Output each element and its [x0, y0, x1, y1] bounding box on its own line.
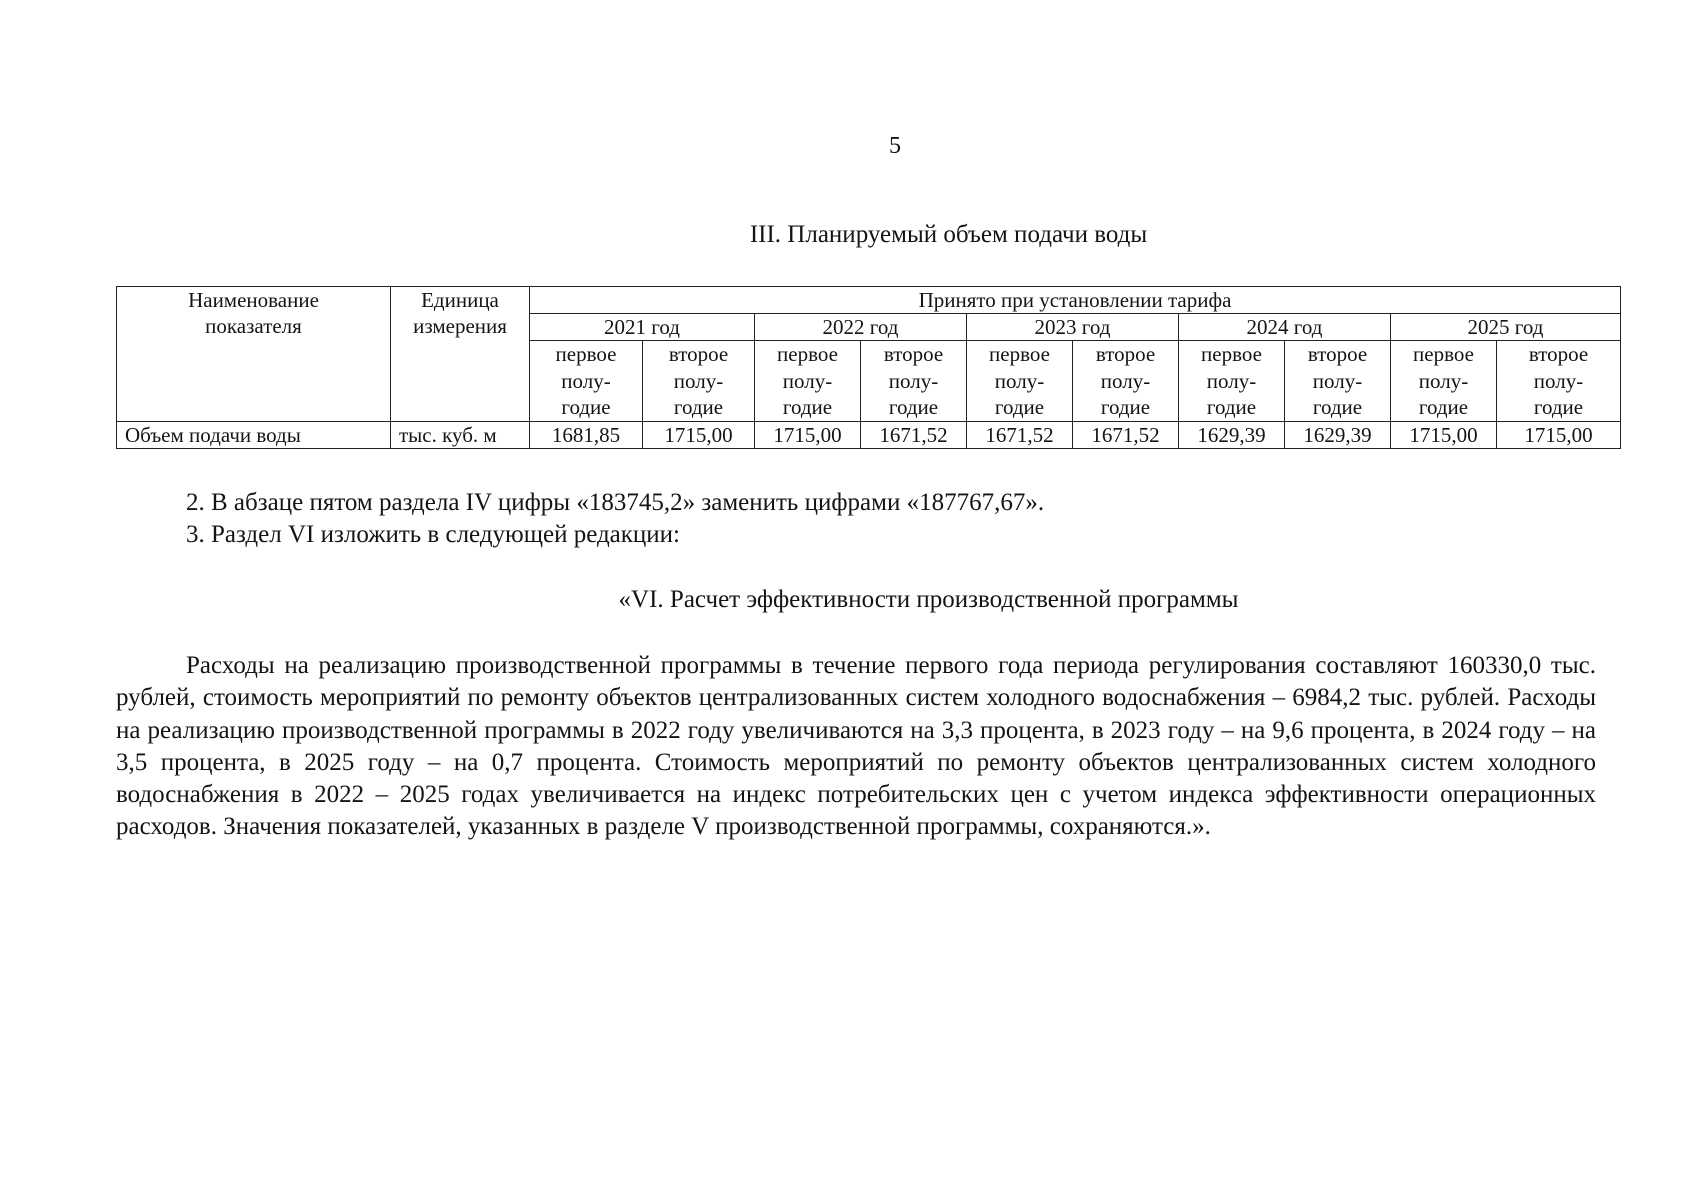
header-half-first: первое полу- годие: [1179, 341, 1285, 422]
header-half-second: второе полу- годие: [861, 341, 967, 422]
body-paragraph: Расходы на реализацию производственной программы в течение первого года периода регулирования составляют 160330,0 тыс. рублей, стоимость мероприятий по ремонту объектов централизованных систем холодного водоснабжения – 6984,2 тыс. рублей. Расходы на реализацию производственной программы в 2022 году увеличиваются на 3,3 процента, в 2023 году – на 9,6 процента, в 2024 году – на 3,5 процента, в 2025 году – на 0,7 процента. Стоимость мероприятий по ремонту объектов централизованных систем холодного водоснабжения в 2022 – 2025 годах увеличивается на индекс потребительских цен с учетом индекса эффективности операционных расходов. Значения показателей, указанных в разделе V производственной программы, сохраняются.».: [116, 652, 1596, 841]
table-cell-value: 1629,39: [1179, 421, 1285, 448]
table-cell-value: 1715,00: [755, 421, 861, 448]
table-cell-value: 1671,52: [1073, 421, 1179, 448]
table-row: [117, 421, 1621, 448]
header-unit: Единица измерения: [391, 287, 530, 422]
header-year: 2024 год: [1179, 314, 1391, 341]
header-year: 2021 год: [530, 314, 755, 341]
table-cell-value: 1671,52: [967, 421, 1073, 448]
header-half-first: первое полу- годие: [755, 341, 861, 422]
section-subtitle: «VI. Расчет эффективности производственной программы: [618, 586, 1239, 613]
row-unit: тыс. куб. м: [391, 421, 530, 448]
header-indicator-name: Наименование показателя: [117, 287, 391, 422]
header-year: 2025 год: [1391, 314, 1621, 341]
header-half-second: второе полу- годие: [1073, 341, 1179, 422]
header-half-first: первое полу- годие: [967, 341, 1073, 422]
page-number: 5: [889, 133, 901, 159]
table-cell-value: 1715,00: [1391, 421, 1497, 448]
amendment-item-2: 2. В абзаце пятом раздела IV цифры «183745,2» заменить цифрами «187767,67».: [186, 489, 1045, 516]
header-year: 2022 год: [755, 314, 967, 341]
table-cell-value: 1671,52: [861, 421, 967, 448]
table-cell-value: 1629,39: [1285, 421, 1391, 448]
table-cell-value: 1681,85: [530, 421, 643, 448]
header-half-second: второе полу- годие: [643, 341, 755, 422]
amendment-item-3: 3. Раздел VI изложить в следующей редакции:: [186, 521, 681, 548]
table-cell-value: 1715,00: [643, 421, 755, 448]
table-cell-value: 1715,00: [1497, 421, 1621, 448]
water-volume-table: [116, 286, 1621, 449]
row-indicator-name: Объем подачи воды: [117, 421, 391, 448]
header-year: 2023 год: [967, 314, 1179, 341]
header-group-tariff: Принято при установлении тарифа: [530, 287, 1621, 314]
header-half-second: второе полу- годие: [1497, 341, 1621, 422]
section-title: III. Планируемый объем подачи воды: [749, 221, 1148, 248]
header-half-first: первое полу- годие: [530, 341, 643, 422]
header-half-second: второе полу- годие: [1285, 341, 1391, 422]
header-half-first: первое полу- годие: [1391, 341, 1497, 422]
